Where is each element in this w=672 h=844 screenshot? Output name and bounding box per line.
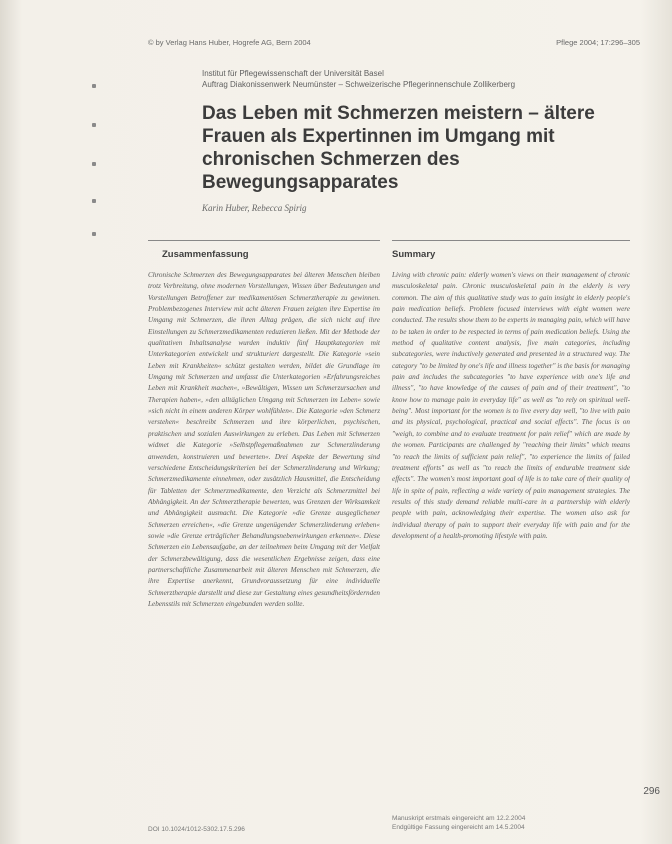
section-rule — [148, 240, 380, 241]
article-title: Das Leben mit Schmerzen meistern – ältere Frauen als Expertinnen im Umgang mit chronischen Schmerzen des Bewegungsapparates — [202, 103, 595, 193]
abstract-text-de: Chronische Schmerzen des Bewegungsapparates bei älteren Menschen bleiben trotz Verbreitung, ohne modernen Vorstellungen, Wissen über Bedeutungen und Vorstellungen Betroffener zur medikamentösen Schmerztherapie zu gewinnen. Problembezogenes Interview mit acht älteren Frauen zeigten ihre Expertise im Umgang mit Schmerzen, die ihren Alltag prägen, die sich nicht auf ihre Einstellungen zu Schmerzmedikamenten reduzieren ließen. Mit der Methode der qualitativen Inhaltsanalyse wurden induktiv fünf Hauptkategorien mit Unterkategorien entwickelt und strukturiert dargestellt. Die Kategorie »sein Leben mit Krankheiten« schützt gestalten werden, bildet die Grundlage im Umgang mit Schmerzen und umfasst die Unterkategorien »Erfahrungsreiches Leben mit Krankheit machen«, »Bewältigen, Wissen um Schmerzursachen und Therapien haben«, »den alltäglichen Umgang mit Schmerzen im Leben« sowie »sich nicht in einem anderen Körper wohlfühlen«. Die Kategorie »den Schmerz verstehen« beschreibt Schmerzen und ihre körperlichen, psychischen, praktischen und sozialen Auswirkungen zu erleben. Das Leben mit Schmerzen widmet die Kategorie »Selbstpflegemaßnahmen zur Schmerzlinderung anwenden, konstruieren und bewerten«. Drei Aspekte der Bewertung sind verschiedene Entscheidungskriterien bei der Schmerzlinderung und Wirkung; Schmerzmedikamente einnehmen, oder zusätzlich Hausmittel, die Entscheidung für Tabletten der Schmerzmedikamente, den Verzicht als Schmerzmittel bei Abhängigkeit. An der Schmerztherapie bewerten, was Grenzen der Wirksamkeit und Abhängigkeit ausmacht. Die Kategorie »die Grenze ausgeglichener Schmerzen erreichen«, »die Grenze ungenügender Schmerzlinderung erleben« sowie »die Grenze erträglicher Behandlungsnebenwirkungen erkennen«. Diese Schmerzen ein Lebensaufgabe, an der teilnehmen beim Umgang mit der Vielfalt der Schmerzbewältigung, dass die wesentlichen Ergebnisse zeigen, dass eine partnerschaftliche Zusammenarbeit mit älteren Menschen mit Schmerzen, die ihre Expertise anerkennt, Grundvoraussetzung für eine individuelle Schmerztherapie darstellt und diese zur Gestaltung eines gesundheitsfördernden Lebensstils mit Schmerzen eingebunden werden sollte. — [148, 271, 380, 608]
margin-mark — [92, 199, 96, 203]
institution-line: Auftrag Diakonissenwerk Neumünster – Schweizerische Pflegerinnenschule Zollikerberg — [202, 80, 516, 89]
page-number: 296 — [643, 786, 660, 797]
margin-mark — [92, 84, 96, 88]
institution-block — [202, 68, 515, 90]
institution-line: Institut für Pflegewissenschaft der Universität Basel — [202, 69, 384, 78]
margin-mark — [92, 123, 96, 127]
journal-citation: Pflege 2004; 17:296–305 — [556, 38, 640, 47]
margin-mark — [92, 232, 96, 236]
abstract-english — [392, 270, 630, 805]
abstract-german — [148, 270, 380, 810]
abstract-text-en: Living with chronic pain: elderly women's views on their management of chronic musculoskeletal pain. Chronic musculoskeletal pain in the elderly is very common. The aim of this qualitative study was to gain insight in elderly people's pain medication beliefs. Problem focused interviews with eight women were conducted. The results show them to be experts in managing pain, which will have to be taken in order to be respected in terms of pain medication beliefs. Using the method of qualitative content analysis, five main categories, including subcategories, were inductively generated and presented in a structured way. The category "to be limited by one's life and illness together" is the basis for managing pain and includes the subcategories "to have experience with one's life and illness", "to have knowledge of the causes of pain and of their treatment", "to know how to manage pain in everyday life" as well as "to rely on spiritual well-being". Most important for the women is to live every day well, "to live with pain and its physical, psychological, practical and social effects". The focus is on "weigh, to combine and to evaluate treatment for pain relief" which are made by the women. Participants are challenged by "reaching their limits" which means "to reach the limits of sufficient pain relief", "to experience the limits of failed treatment efforts" as well as "to reach the limits of endurable treatment side effects". The women's most important goal of life is to take care of their quality of life in spite of pain, reflecting a wide variety of pain management strategies. The results of this study demand reliable multi-care in a partnership with elderly people with pain, acknowledging their expertise. The women also ask for individual therapy of pain to support their everyday life with pain and for the development of a health-promoting lifestyle with pain. — [392, 271, 630, 540]
received-date: Manuskript erstmals eingereicht am 12.2.2004 — [392, 815, 526, 822]
author-list: Karin Huber, Rebecca Spirig — [202, 203, 307, 213]
abstract-heading-de: Zusammenfassung — [162, 249, 249, 260]
section-rule — [392, 240, 630, 241]
manuscript-dates — [392, 814, 525, 832]
doi: DOI 10.1024/1012-5302.17.5.296 — [148, 826, 245, 833]
journal-copyright: © by Verlag Hans Huber, Hogrefe AG, Bern 2004 — [148, 38, 311, 47]
accepted-date: Endgültige Fassung eingereicht am 14.5.2004 — [392, 824, 525, 831]
margin-mark — [92, 162, 96, 166]
abstract-heading-en: Summary — [392, 249, 436, 260]
